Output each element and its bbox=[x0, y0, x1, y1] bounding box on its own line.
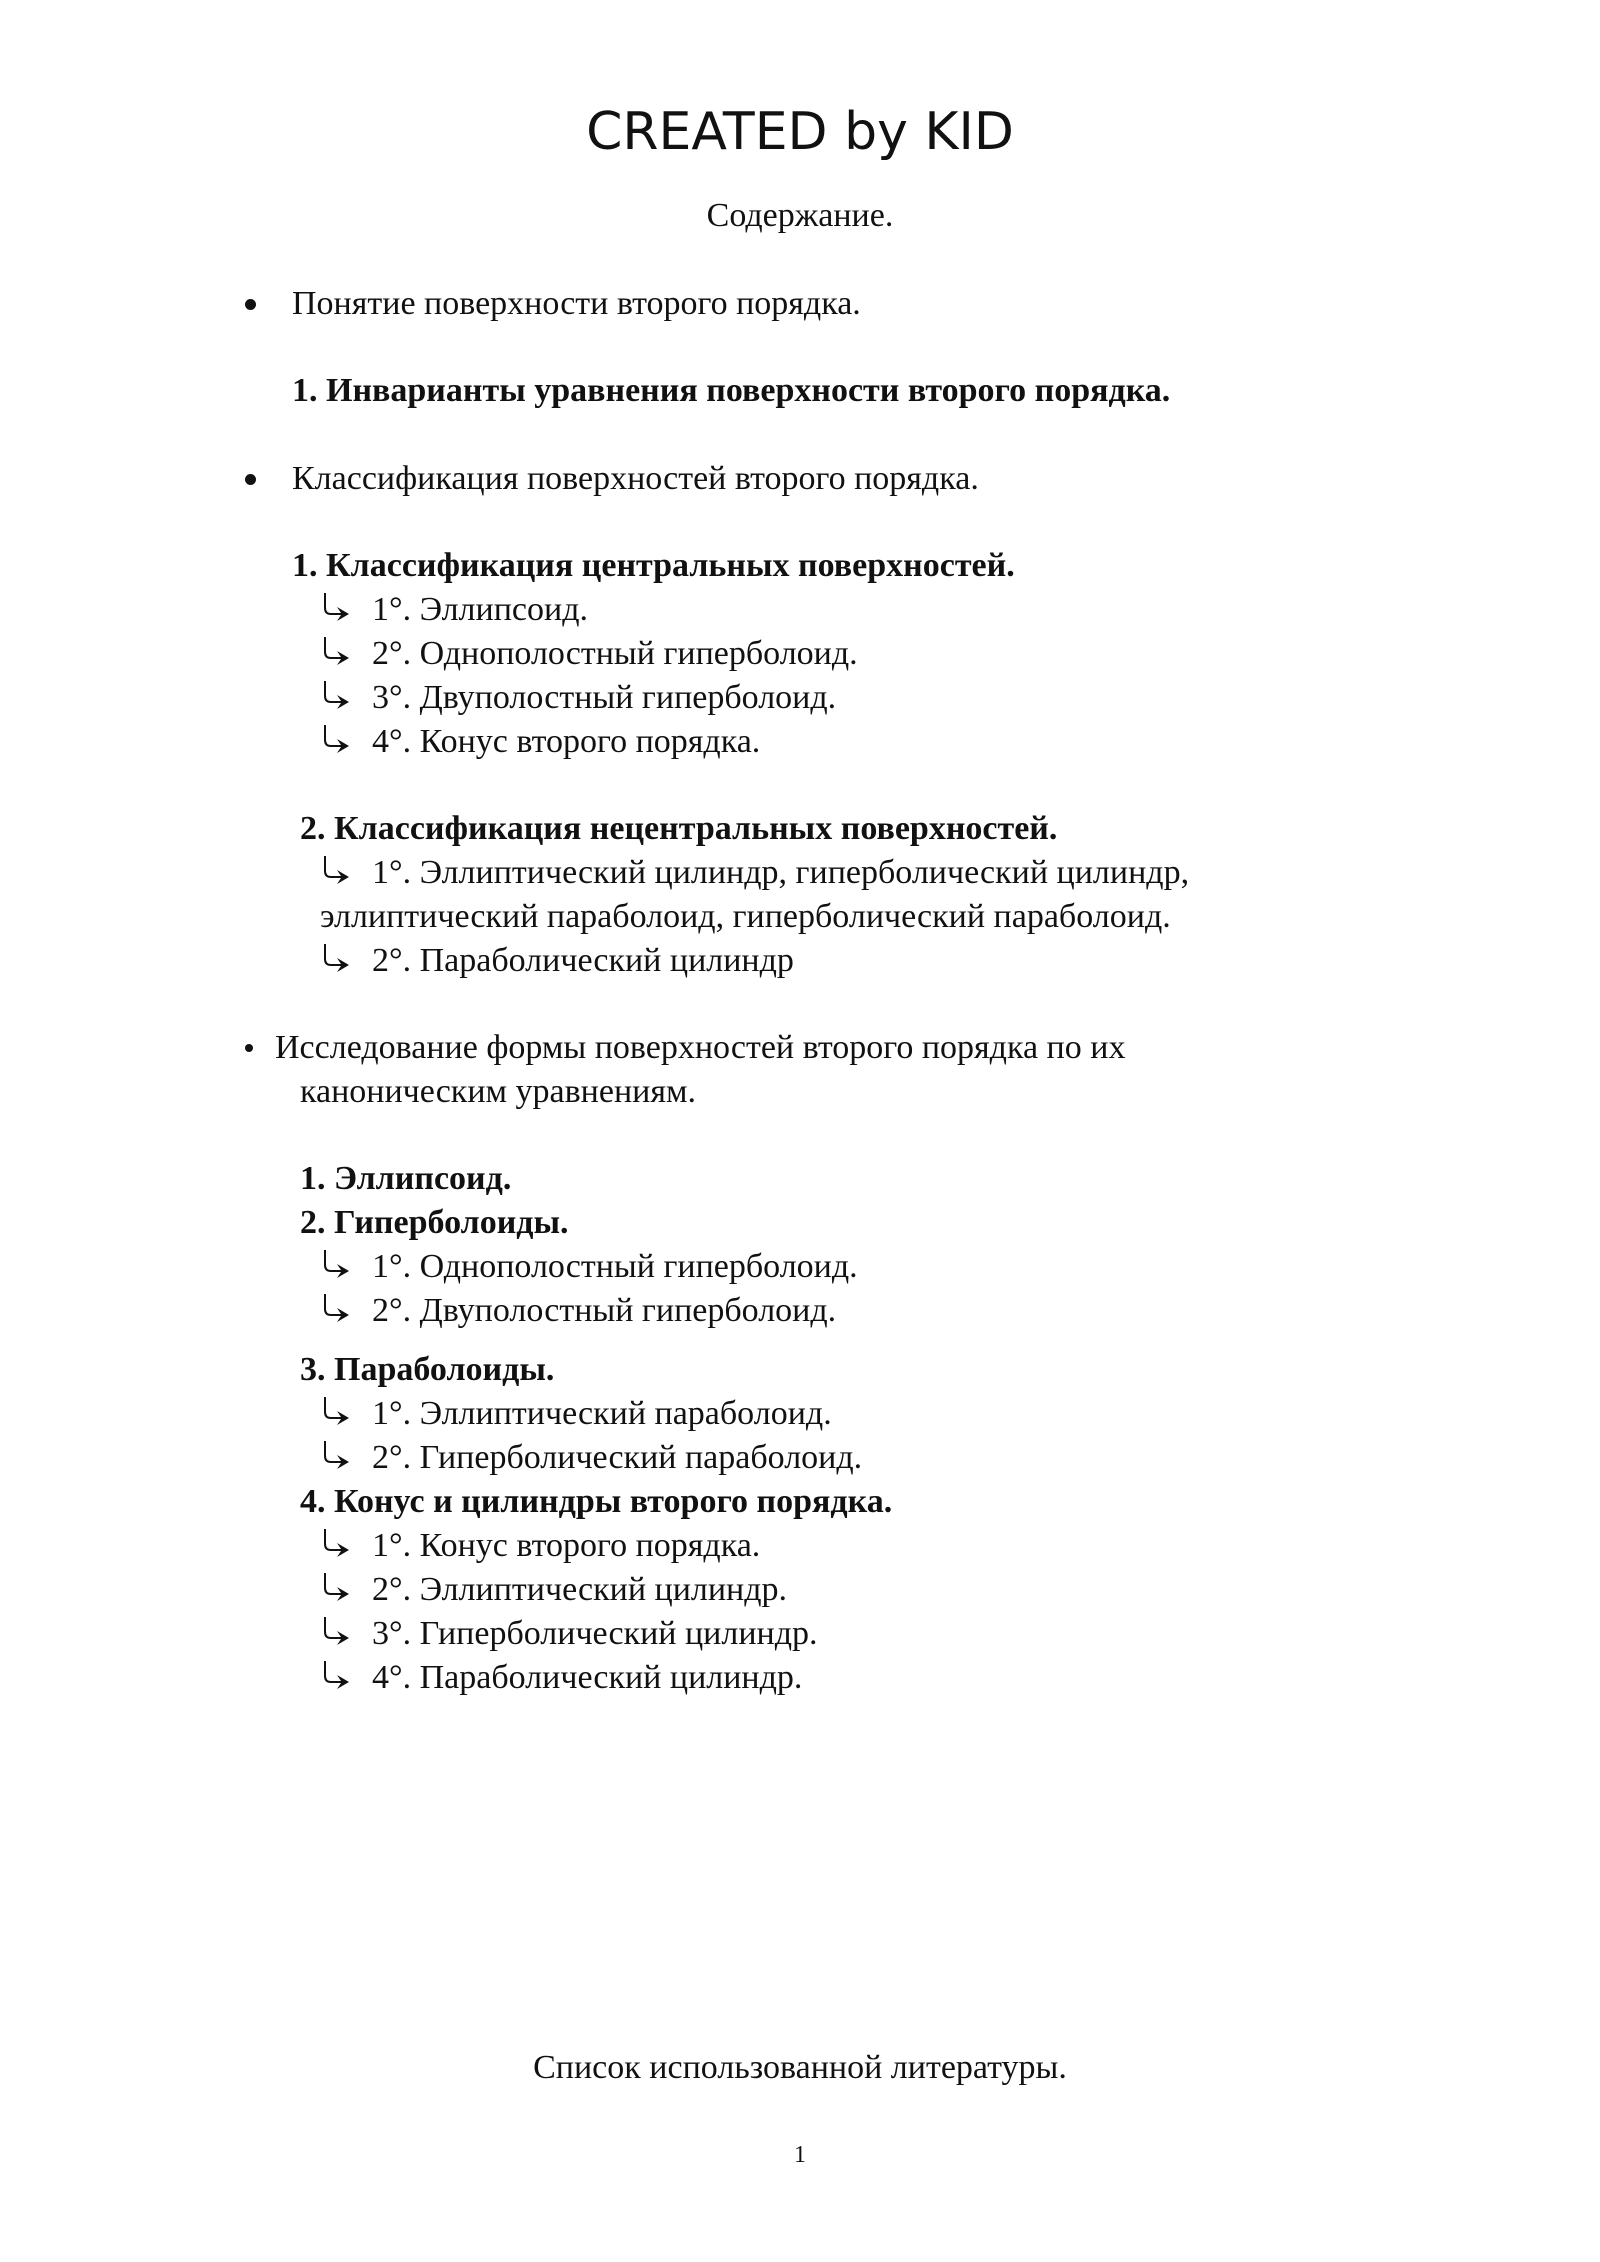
curved-arrow-bullet-icon bbox=[322, 1439, 352, 1471]
section-2-sub-2-title: 2. Классификация нецентральных поверхностей. bbox=[300, 810, 1058, 847]
curved-arrow-bullet-icon bbox=[322, 723, 352, 755]
bullet-dot-icon bbox=[245, 474, 256, 485]
bullet-dot-icon bbox=[245, 299, 256, 310]
section-3-title-continuation: каноническим уравнениям. bbox=[300, 1073, 697, 1110]
list-item: 1°. Конус второго порядка. bbox=[372, 1527, 761, 1564]
list-item: 2°. Эллиптический цилиндр. bbox=[372, 1571, 788, 1608]
section-3-sub-2-title: 2. Гиперболоиды. bbox=[300, 1204, 569, 1241]
contents-heading: Содержание. bbox=[706, 197, 894, 234]
curved-arrow-bullet-icon bbox=[322, 1395, 352, 1427]
document-title: CREATED by KID bbox=[586, 102, 1014, 162]
list-item: 1°. Эллиптический цилиндр, гиперболический цилиндр, bbox=[372, 854, 1190, 891]
list-item: 3°. Гиперболический цилиндр. bbox=[372, 1615, 818, 1652]
list-item: 1°. Однополостный гиперболоид. bbox=[372, 1248, 858, 1285]
section-3-sub-4-title: 4. Конус и цилиндры второго порядка. bbox=[300, 1483, 893, 1520]
references-heading: Список использованной литературы. bbox=[533, 2049, 1067, 2086]
list-item: 4°. Конус второго порядка. bbox=[372, 723, 761, 760]
list-item: 2°. Двуполостный гиперболоид. bbox=[372, 1292, 837, 1329]
curved-arrow-bullet-icon bbox=[322, 1615, 352, 1647]
curved-arrow-bullet-icon bbox=[322, 854, 352, 886]
bullet-dot-icon bbox=[245, 1044, 253, 1052]
curved-arrow-bullet-icon bbox=[322, 591, 352, 623]
list-item: 1°. Эллиптический параболоид. bbox=[372, 1395, 832, 1432]
section-3-sub-1: 1. Эллипсоид. bbox=[300, 1160, 512, 1197]
curved-arrow-bullet-icon bbox=[322, 679, 352, 711]
curved-arrow-bullet-icon bbox=[322, 635, 352, 667]
section-2-sub-1-title: 1. Классификация центральных поверхностей. bbox=[292, 547, 1015, 584]
list-item: 3°. Двуполостный гиперболоид. bbox=[372, 679, 837, 716]
list-item: 2°. Параболический цилиндр bbox=[372, 942, 794, 979]
list-item-continuation: эллиптический параболоид, гиперболический параболоид. bbox=[320, 898, 1171, 935]
list-item: 4°. Параболический цилиндр. bbox=[372, 1659, 803, 1696]
page-number: 1 bbox=[794, 2142, 806, 2168]
list-item: 2°. Гиперболический параболоид. bbox=[372, 1439, 863, 1476]
curved-arrow-bullet-icon bbox=[322, 1248, 352, 1280]
curved-arrow-bullet-icon bbox=[322, 1527, 352, 1559]
list-item: 2°. Однополостный гиперболоид. bbox=[372, 635, 858, 672]
section-3-title: Исследование формы поверхностей второго порядка по их bbox=[275, 1029, 1126, 1066]
curved-arrow-bullet-icon bbox=[322, 942, 352, 974]
list-item: 1°. Эллипсоид. bbox=[372, 591, 589, 628]
section-2-title: Классификация поверхностей второго порядка. bbox=[292, 460, 979, 497]
curved-arrow-bullet-icon bbox=[322, 1659, 352, 1691]
section-1-sub-1: 1. Инварианты уравнения поверхности второго порядка. bbox=[292, 372, 1171, 409]
section-3-sub-3-title: 3. Параболоиды. bbox=[300, 1351, 555, 1388]
section-1-title: Понятие поверхности второго порядка. bbox=[292, 285, 861, 322]
curved-arrow-bullet-icon bbox=[322, 1571, 352, 1603]
curved-arrow-bullet-icon bbox=[322, 1292, 352, 1324]
